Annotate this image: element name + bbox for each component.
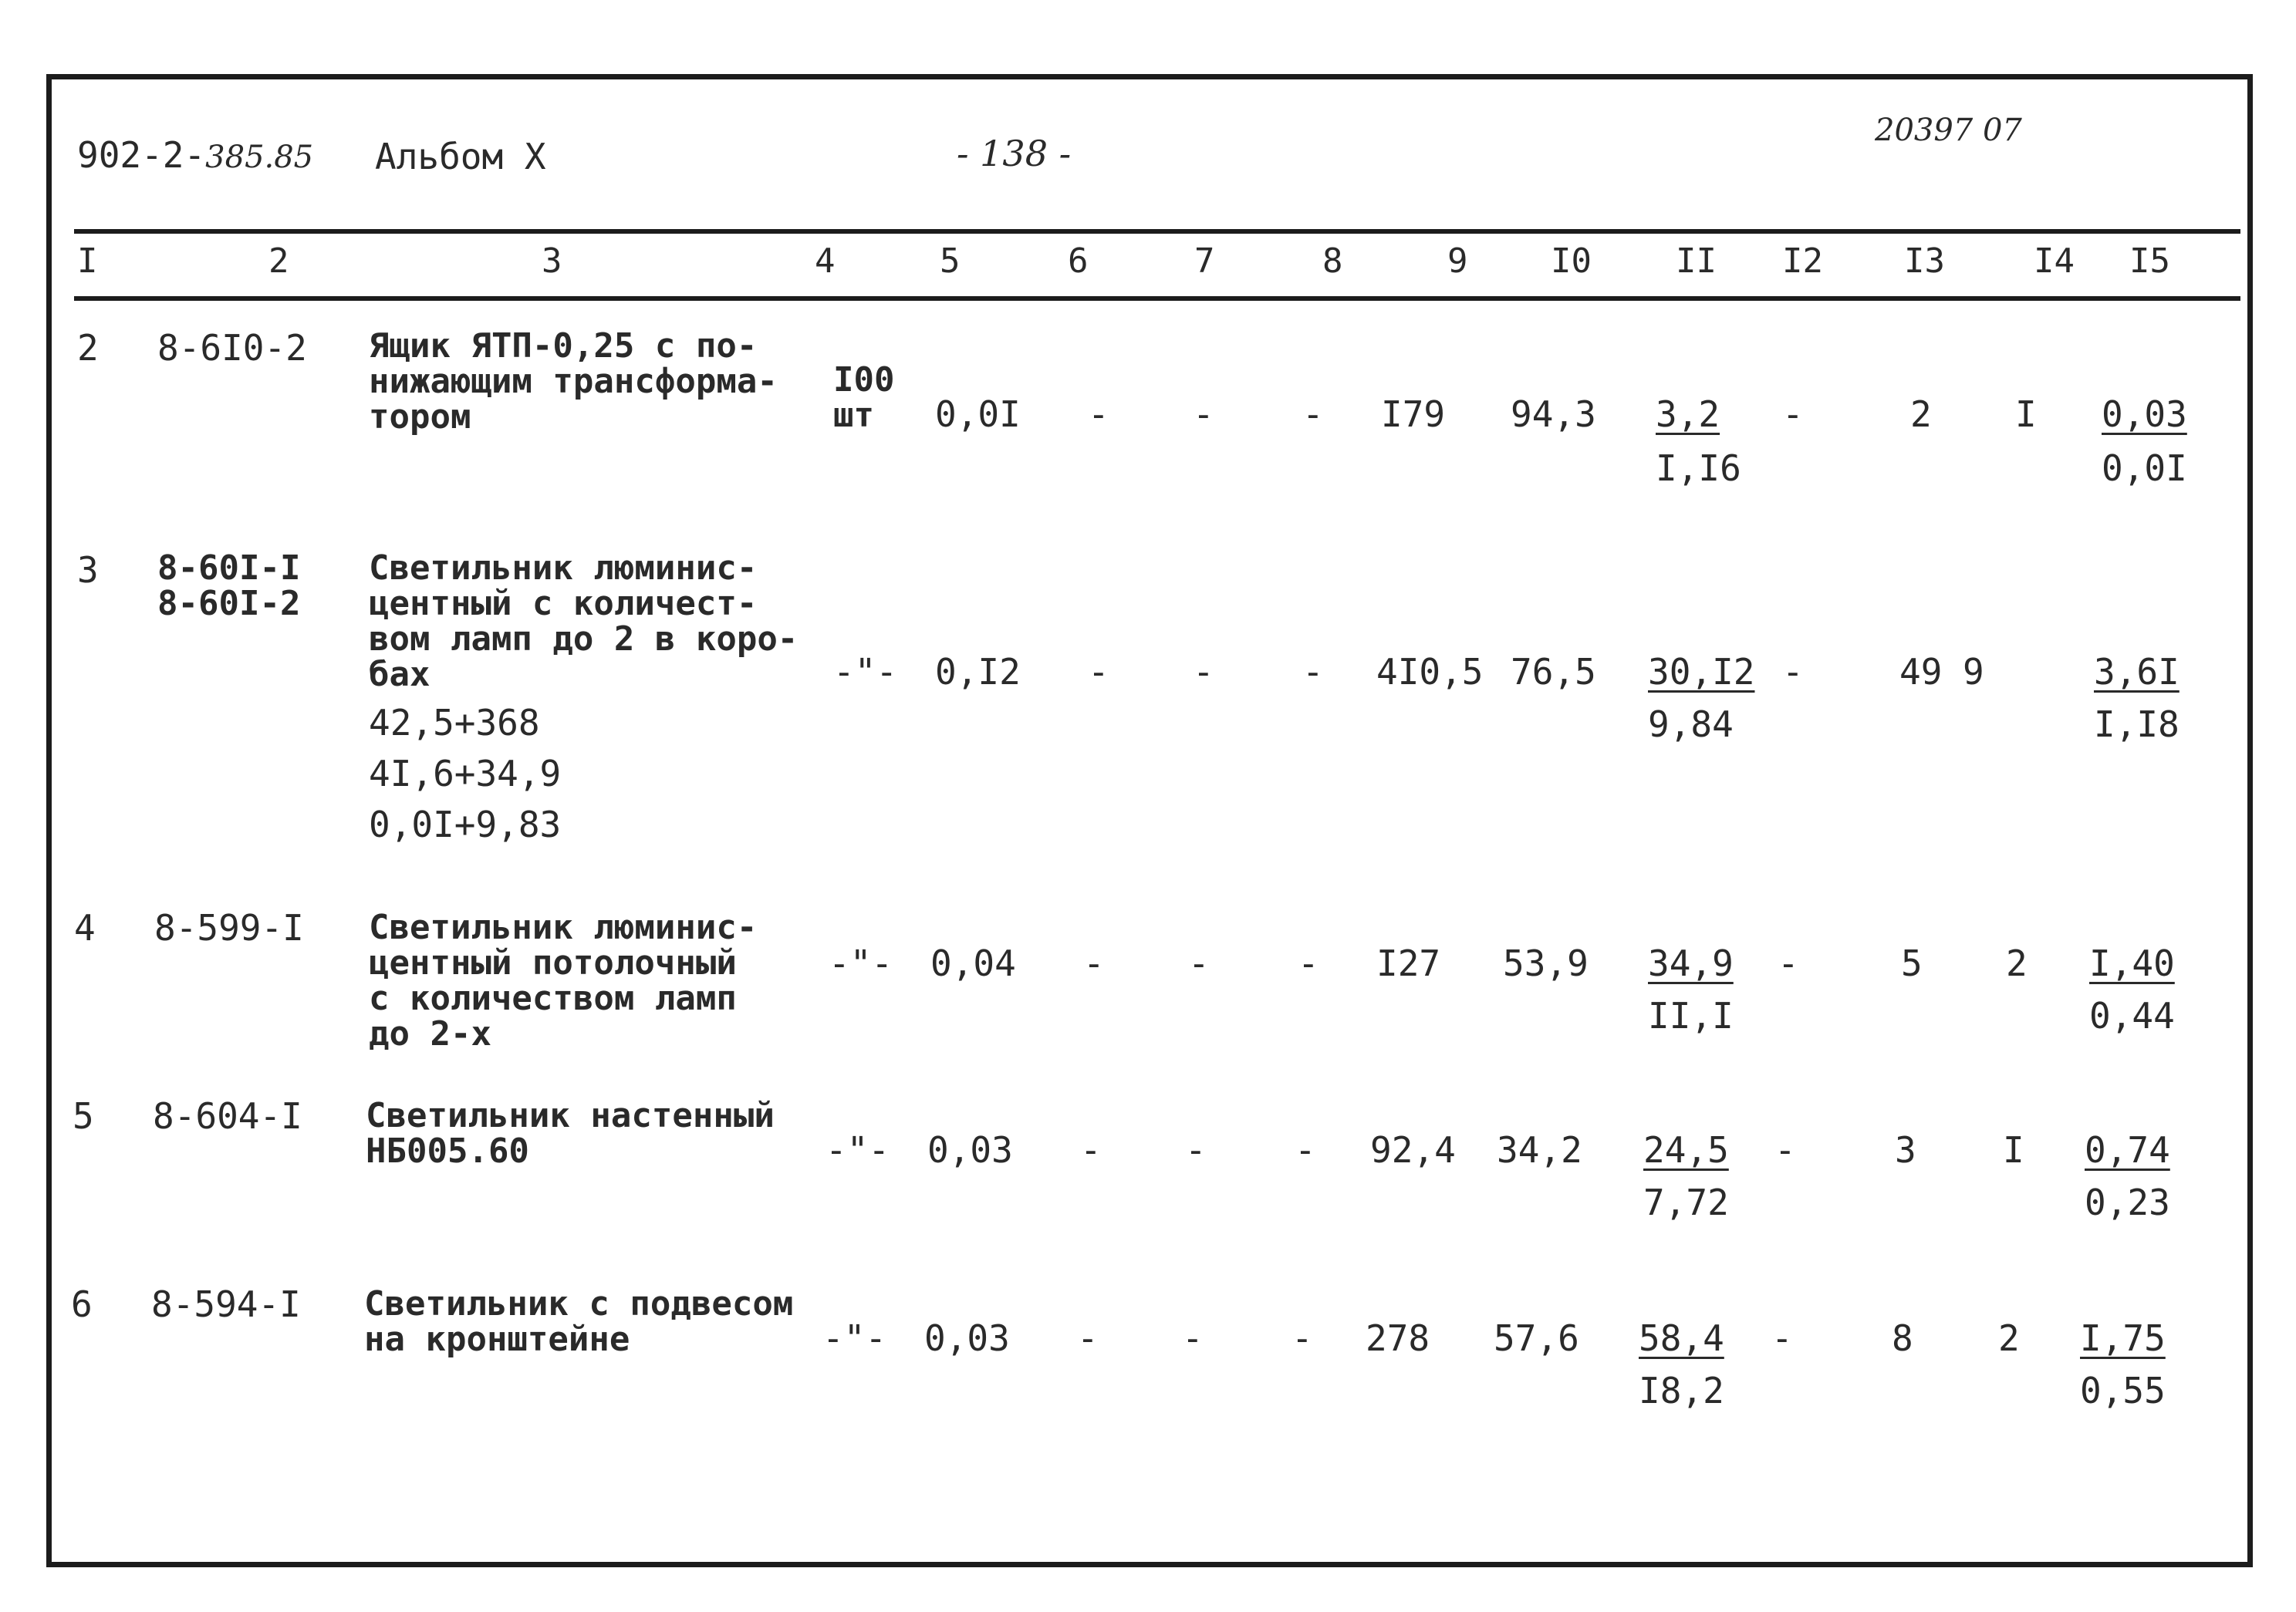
col-12-value: - bbox=[1778, 943, 1799, 984]
row-number: 2 bbox=[77, 327, 99, 369]
col-13-value: 2 bbox=[1910, 393, 1932, 435]
norm-code: 8-594-I bbox=[151, 1283, 301, 1325]
col-header-6: 6 bbox=[1068, 241, 1089, 281]
col-8-value: - bbox=[1302, 651, 1324, 693]
col-header-10: I0 bbox=[1551, 241, 1592, 281]
col-11-bottom: 7,72 bbox=[1643, 1182, 1729, 1223]
col-15-top: 3,6I bbox=[2094, 651, 2180, 693]
col-7-value: - bbox=[1185, 1129, 1207, 1171]
col-9-value: I79 bbox=[1381, 393, 1446, 435]
col-header-12: I2 bbox=[1782, 241, 1823, 281]
unit: -"- bbox=[822, 1317, 887, 1359]
col-5-value: 0,03 bbox=[924, 1317, 1010, 1359]
col-header-3: 3 bbox=[542, 241, 562, 281]
col-15-top: 0,03 bbox=[2102, 393, 2187, 435]
col-header-5: 5 bbox=[940, 241, 961, 281]
header-rule-bottom bbox=[74, 296, 2240, 301]
col-header-11: II bbox=[1676, 241, 1717, 281]
unit: -"- bbox=[826, 1129, 890, 1171]
row-description: Светильник люминис- центный потолочный с количеством ламп до 2-х bbox=[369, 908, 758, 1054]
col-8-value: - bbox=[1302, 393, 1324, 435]
norm-code: 8-6I0-2 bbox=[157, 327, 307, 369]
unit: I00 шт bbox=[833, 360, 895, 435]
col-11-top: 30,I2 bbox=[1648, 651, 1755, 693]
col-7-value: - bbox=[1193, 393, 1214, 435]
col-7-value: - bbox=[1182, 1317, 1204, 1359]
col-14-value: I bbox=[2003, 1129, 2024, 1171]
col-15-top: I,40 bbox=[2089, 943, 2175, 984]
col-11-bottom: I8,2 bbox=[1639, 1370, 1724, 1411]
doc-number-handwritten: 385.85 bbox=[205, 140, 314, 175]
col-9-value: 278 bbox=[1366, 1317, 1430, 1359]
col-header-13: I3 bbox=[1904, 241, 1945, 281]
col-10-value: 76,5 bbox=[1511, 651, 1596, 693]
norm-code: 8-60I-I 8-60I-2 bbox=[157, 548, 301, 623]
col-6-value: - bbox=[1083, 943, 1105, 984]
col-14-value: I bbox=[2015, 393, 2037, 435]
col-12-value: - bbox=[1782, 393, 1804, 435]
col-12-value: - bbox=[1782, 651, 1804, 693]
col-header-9: 9 bbox=[1447, 241, 1468, 281]
col-11-bottom: I,I6 bbox=[1656, 447, 1741, 489]
col-11-bottom: II,I bbox=[1648, 995, 1734, 1037]
col-13-value: 8 bbox=[1892, 1317, 1913, 1359]
col-11-top: 3,2 bbox=[1656, 393, 1720, 435]
col-13-value: 49 bbox=[1899, 651, 1943, 693]
row-number: 6 bbox=[71, 1283, 93, 1325]
col-6-value: - bbox=[1077, 1317, 1099, 1359]
row-description: Светильник люминис- центный с количест- вом ламп до 2 в коро- бах bbox=[369, 548, 799, 694]
col-header-15: I5 bbox=[2129, 241, 2170, 281]
col-7-value: - bbox=[1193, 651, 1214, 693]
col-9-value: I27 bbox=[1376, 943, 1441, 984]
row-number: 5 bbox=[73, 1095, 94, 1137]
col-14-value: 9 bbox=[1963, 651, 1984, 693]
col-11-bottom: 9,84 bbox=[1648, 703, 1734, 745]
col-5-value: 0,04 bbox=[930, 943, 1016, 984]
col-13-value: 5 bbox=[1901, 943, 1923, 984]
col-12-value: - bbox=[1774, 1129, 1796, 1171]
col-11-top: 58,4 bbox=[1639, 1317, 1724, 1359]
col-15-bottom: 0,44 bbox=[2089, 995, 2175, 1037]
col-15-bottom: 0,55 bbox=[2080, 1370, 2166, 1411]
col-10-value: 53,9 bbox=[1503, 943, 1589, 984]
doc-number: 902-2-385.85 bbox=[77, 134, 314, 176]
col-header-7: 7 bbox=[1194, 241, 1215, 281]
unit: -"- bbox=[833, 651, 898, 693]
col-5-value: 0,03 bbox=[927, 1129, 1013, 1171]
col-15-bottom: I,I8 bbox=[2094, 703, 2180, 745]
header-rule-top bbox=[74, 229, 2240, 234]
row-number: 3 bbox=[77, 549, 99, 591]
col-5-value: 0,0I bbox=[935, 393, 1021, 435]
unit: -"- bbox=[829, 943, 893, 984]
col-15-bottom: 0,23 bbox=[2085, 1182, 2170, 1223]
col-6-value: - bbox=[1088, 651, 1109, 693]
row-description: Светильник настенный НБ005.60 bbox=[366, 1096, 775, 1171]
col-header-2: 2 bbox=[268, 241, 289, 281]
col-8-value: - bbox=[1298, 943, 1319, 984]
calc-line: 0,0I+9,83 bbox=[369, 804, 562, 845]
norm-code: 8-604-I bbox=[153, 1095, 302, 1137]
col-8-value: - bbox=[1295, 1129, 1316, 1171]
col-9-value: 92,4 bbox=[1370, 1129, 1456, 1171]
col-14-value: 2 bbox=[2006, 943, 2028, 984]
col-header-8: 8 bbox=[1322, 241, 1343, 281]
archive-stamp: 20397 07 bbox=[1875, 113, 2022, 148]
col-6-value: - bbox=[1088, 393, 1109, 435]
album-title: Альбом X bbox=[375, 136, 546, 177]
col-15-top: 0,74 bbox=[2085, 1129, 2170, 1171]
col-6-value: - bbox=[1080, 1129, 1102, 1171]
col-9-value: 4I0,5 bbox=[1376, 651, 1484, 693]
row-description: Светильник с подвесом на кронштейне bbox=[364, 1284, 794, 1359]
col-10-value: 57,6 bbox=[1494, 1317, 1579, 1359]
col-15-bottom: 0,0I bbox=[2102, 447, 2187, 489]
row-description: Ящик ЯТП-0,25 с по- нижающим трансформа- тором bbox=[369, 326, 778, 437]
col-15-top: I,75 bbox=[2080, 1317, 2166, 1359]
col-10-value: 34,2 bbox=[1497, 1129, 1582, 1171]
norm-code: 8-599-I bbox=[154, 907, 304, 949]
page-number: - 138 - bbox=[957, 133, 1072, 174]
col-header-4: 4 bbox=[815, 241, 836, 281]
calc-line: 4I,6+34,9 bbox=[369, 753, 562, 794]
col-13-value: 3 bbox=[1895, 1129, 1916, 1171]
row-number: 4 bbox=[74, 907, 96, 949]
col-11-top: 34,9 bbox=[1648, 943, 1734, 984]
col-14-value: 2 bbox=[1998, 1317, 2020, 1359]
col-header-1: I bbox=[77, 241, 98, 281]
calc-line: 42,5+368 bbox=[369, 702, 540, 744]
col-11-top: 24,5 bbox=[1643, 1129, 1729, 1171]
col-5-value: 0,I2 bbox=[935, 651, 1021, 693]
col-12-value: - bbox=[1771, 1317, 1793, 1359]
col-7-value: - bbox=[1188, 943, 1210, 984]
col-8-value: - bbox=[1292, 1317, 1313, 1359]
col-10-value: 94,3 bbox=[1511, 393, 1596, 435]
col-header-14: I4 bbox=[2034, 241, 2075, 281]
